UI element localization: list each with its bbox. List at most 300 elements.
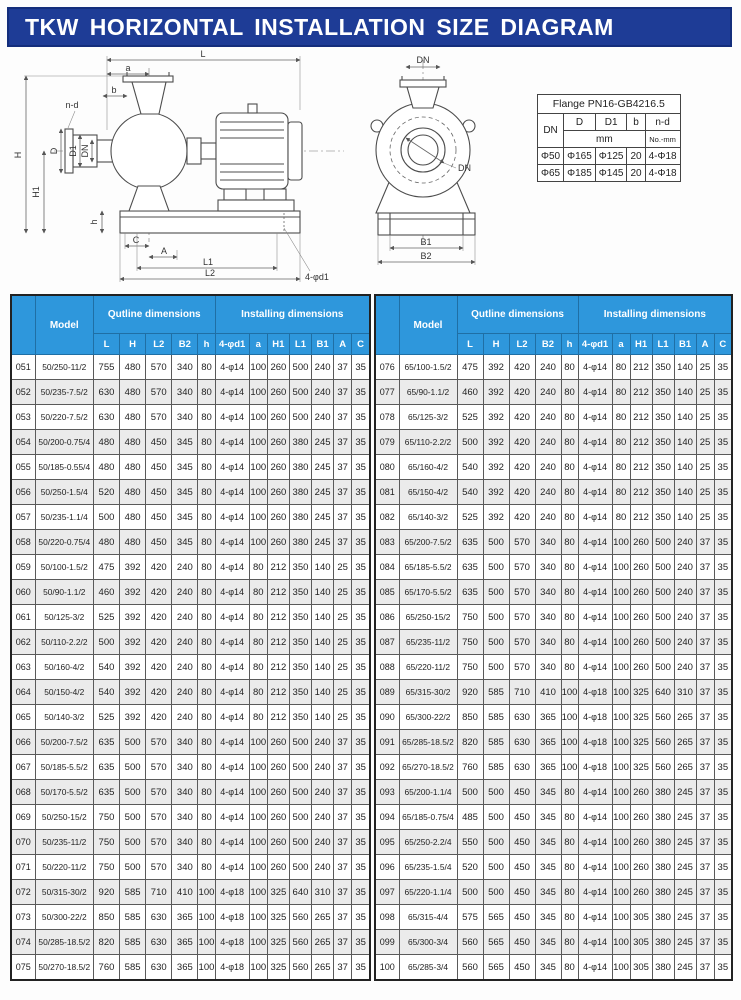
model-cell: 65/235-1.5/4 [399, 855, 457, 880]
col-header-L1: L1 [652, 334, 674, 355]
dimension-cell: 4-φ14 [215, 755, 249, 780]
dimension-cell: 240 [674, 530, 696, 555]
dimension-cell: 500 [483, 830, 509, 855]
col-header-h: h [198, 334, 215, 355]
dimension-cell: 480 [93, 530, 119, 555]
table-row [11, 730, 370, 755]
dimension-cell: 570 [146, 355, 172, 380]
table-row [375, 880, 732, 905]
dimension-cell: 500 [457, 430, 483, 455]
dimension-cell: 500 [652, 605, 674, 630]
dimension-cell: 100 [249, 355, 267, 380]
installing-group-header: Installing dimensions [578, 295, 732, 334]
dimension-cell: 500 [289, 780, 311, 805]
dimension-cell: 80 [249, 580, 267, 605]
dimension-cell: 140 [674, 480, 696, 505]
dimension-cell: 4-φ14 [578, 505, 612, 530]
dimension-cell: 35 [352, 730, 370, 755]
dimension-cell: 310 [674, 680, 696, 705]
dimension-cell: 585 [120, 955, 146, 981]
dimension-cell: 520 [457, 855, 483, 880]
dimension-cell: 80 [198, 730, 215, 755]
dimension-cell: 630 [509, 730, 535, 755]
model-cell: 50/315-30/2 [35, 880, 93, 905]
dim-label-DN: DN [80, 144, 90, 158]
dimension-cell: 365 [535, 730, 561, 755]
dimension-cell: 37 [696, 605, 714, 630]
dimension-cell: 635 [93, 730, 119, 755]
row-number-cell: 072 [11, 880, 35, 905]
dimension-cell: 750 [93, 830, 119, 855]
dimension-cell: 240 [535, 430, 561, 455]
dimension-cell: 920 [93, 880, 119, 905]
model-cell: 50/220-7.5/2 [35, 405, 93, 430]
dimension-cell: 80 [612, 380, 630, 405]
col-header-A: A [696, 334, 714, 355]
dimension-cell: 345 [172, 505, 198, 530]
dimension-cell: 820 [93, 930, 119, 955]
dimension-cell: 345 [535, 905, 561, 930]
model-cell: 50/235-7.5/2 [35, 380, 93, 405]
dimension-cell: 305 [630, 930, 652, 955]
dimension-cell: 80 [198, 830, 215, 855]
dimension-cell: 585 [483, 755, 509, 780]
dim-label-H1: H1 [31, 186, 41, 198]
dim-label-H: H [13, 151, 23, 159]
dimension-cell: 35 [352, 880, 370, 905]
dimension-cell: 392 [120, 580, 146, 605]
dimension-cell: 345 [535, 955, 561, 981]
dimension-cell: 260 [267, 780, 289, 805]
dimension-cell: 35 [352, 505, 370, 530]
row-number-cell: 092 [375, 755, 399, 780]
model-cell: 65/300-22/2 [399, 705, 457, 730]
model-cell: 65/270-18.5/2 [399, 755, 457, 780]
flange-header-row [538, 114, 681, 131]
dimension-cell: 140 [312, 655, 334, 680]
dimension-cell: 325 [267, 930, 289, 955]
dimension-cell: 480 [120, 455, 146, 480]
dim-label-n-d: n-d [65, 100, 79, 110]
dimension-cell: 37 [696, 805, 714, 830]
dimension-cell: 100 [249, 455, 267, 480]
dimension-cell: 4-φ14 [578, 355, 612, 380]
table-row [11, 955, 370, 981]
dimension-cell: 25 [696, 355, 714, 380]
dimension-cell: 80 [198, 855, 215, 880]
dimension-cell: 500 [120, 855, 146, 880]
model-cell: 50/185-0.55/4 [35, 455, 93, 480]
dimension-cell: 500 [120, 755, 146, 780]
row-number-cell: 069 [11, 805, 35, 830]
dimension-cell: 212 [267, 655, 289, 680]
dimension-cell: 570 [509, 555, 535, 580]
dimension-cell: 25 [334, 580, 352, 605]
dimension-cell: 410 [535, 680, 561, 705]
dimension-cell: 100 [198, 880, 215, 905]
dimension-cell: 240 [172, 680, 198, 705]
dimension-cell: 480 [120, 505, 146, 530]
row-number-cell: 079 [375, 430, 399, 455]
model-cell: 65/185-0.75/4 [399, 805, 457, 830]
installing-group-header: Installing dimensions [215, 295, 370, 334]
dimension-cell: 500 [93, 630, 119, 655]
dimension-cell: 340 [172, 780, 198, 805]
dimension-cell: 450 [146, 505, 172, 530]
dimension-cell: 245 [674, 805, 696, 830]
dimension-cell: 240 [674, 555, 696, 580]
pump-front-view-drawing [362, 52, 532, 292]
dimension-cell: 37 [334, 880, 352, 905]
dimension-cell: 35 [714, 855, 732, 880]
dimension-cell: 260 [267, 430, 289, 455]
row-number-cell: 066 [11, 730, 35, 755]
dimension-cell: 37 [696, 580, 714, 605]
dimension-cell: 80 [198, 780, 215, 805]
dimension-cell: 4-φ18 [215, 955, 249, 981]
row-number-cell: 078 [375, 405, 399, 430]
dimension-cell: 4-φ14 [578, 905, 612, 930]
dimension-cell: 750 [93, 855, 119, 880]
dimension-cell: 37 [334, 805, 352, 830]
row-number-cell: 074 [11, 930, 35, 955]
dimension-cell: 4-φ14 [578, 530, 612, 555]
dimension-cell: 260 [267, 855, 289, 880]
dim-label-D: D [49, 147, 59, 155]
dimension-cell: 350 [652, 430, 674, 455]
row-number-cell: 100 [375, 955, 399, 981]
dimension-cell: 80 [561, 605, 578, 630]
dimension-cell: 80 [198, 505, 215, 530]
dimension-cell: 570 [146, 855, 172, 880]
model-cell: 50/270-18.5/2 [35, 955, 93, 981]
dimension-cell: 245 [674, 855, 696, 880]
row-number-cell: 051 [11, 355, 35, 380]
dimension-cell: 25 [334, 630, 352, 655]
table-row [11, 705, 370, 730]
dimension-cell: 100 [612, 855, 630, 880]
dimension-cell: 37 [696, 905, 714, 930]
dimension-cell: 585 [120, 880, 146, 905]
model-cell: 65/235-11/2 [399, 630, 457, 655]
dimension-cell: 260 [630, 880, 652, 905]
dimension-cell: 260 [267, 505, 289, 530]
model-cell: 65/125-3/2 [399, 405, 457, 430]
dimension-cell: 245 [674, 880, 696, 905]
table-row [375, 955, 732, 981]
model-cell: 50/300-22/2 [35, 905, 93, 930]
table-row [11, 855, 370, 880]
dimension-cell: 80 [198, 380, 215, 405]
dimension-cell: 240 [674, 580, 696, 605]
dimension-cell: 245 [674, 905, 696, 930]
dimension-cell: 140 [674, 430, 696, 455]
dimension-cell: 245 [312, 430, 334, 455]
dimension-cell: 260 [267, 405, 289, 430]
dimension-cell: 80 [198, 755, 215, 780]
dimension-cell: 4-φ14 [578, 430, 612, 455]
model-cell: 65/315-30/2 [399, 680, 457, 705]
dimension-cell: 560 [289, 905, 311, 930]
dimension-cell: 450 [146, 480, 172, 505]
dimension-cell: 392 [483, 455, 509, 480]
model-cell: 65/150-4/2 [399, 480, 457, 505]
dimension-cell: 240 [535, 380, 561, 405]
dimension-cell: 4-φ14 [215, 430, 249, 455]
dimension-cell: 265 [674, 755, 696, 780]
dimension-cell: 4-φ14 [215, 380, 249, 405]
dim-label-L: L [200, 49, 206, 59]
dimension-cell: 80 [561, 955, 578, 981]
model-cell: 65/285-3/4 [399, 955, 457, 981]
dimension-cell: 392 [483, 405, 509, 430]
dimension-cell: 500 [120, 730, 146, 755]
dimension-cell: 4-φ14 [215, 405, 249, 430]
dimension-cell: 350 [652, 380, 674, 405]
col-header-H: H [120, 334, 146, 355]
model-cell: 65/285-18.5/2 [399, 730, 457, 755]
dimension-cell: 450 [509, 955, 535, 981]
dimension-cell: 345 [172, 480, 198, 505]
dimension-cell: 35 [352, 655, 370, 680]
dimension-cell: 4-φ18 [578, 705, 612, 730]
dimension-cell: 80 [249, 555, 267, 580]
dimension-cell: 392 [483, 380, 509, 405]
col-header-a: a [612, 334, 630, 355]
dimension-cell: 340 [172, 830, 198, 855]
dimension-cell: 500 [289, 755, 311, 780]
model-cell: 65/220-11/2 [399, 655, 457, 680]
dimension-cell: 392 [120, 705, 146, 730]
dimension-cell: 450 [509, 880, 535, 905]
model-cell: 50/235-11/2 [35, 830, 93, 855]
model-cell: 50/100-1.5/2 [35, 555, 93, 580]
dimension-cell: 380 [652, 830, 674, 855]
table-row [375, 705, 732, 730]
table-row [11, 630, 370, 655]
dimension-cell: 570 [509, 630, 535, 655]
dimension-cell: 37 [334, 930, 352, 955]
row-number-cell: 089 [375, 680, 399, 705]
group-header-row [375, 295, 732, 334]
flange-table-title: Flange PN16-GB4216.5 [538, 95, 681, 114]
dimension-cell: 570 [146, 380, 172, 405]
table-body-right [375, 355, 732, 981]
dimension-cell: 35 [714, 505, 732, 530]
corner-cell [11, 295, 35, 355]
table-row [375, 505, 732, 530]
row-number-cell: 065 [11, 705, 35, 730]
col-header-L1: L1 [289, 334, 311, 355]
dimension-cell: 100 [249, 930, 267, 955]
dimension-cell: 240 [535, 480, 561, 505]
dimension-cell: 4-φ14 [578, 880, 612, 905]
dimension-cell: 37 [334, 380, 352, 405]
dimension-cell: 80 [198, 555, 215, 580]
dimension-cell: 345 [172, 455, 198, 480]
model-header: Model [35, 295, 93, 355]
pump-side-view-drawing [12, 50, 352, 290]
dimension-cell: 80 [249, 705, 267, 730]
model-cell: 50/170-5.5/2 [35, 780, 93, 805]
flange-title-row [538, 95, 681, 114]
dimension-cell: 325 [630, 755, 652, 780]
dimension-cell: 325 [630, 730, 652, 755]
col-header-H1: H1 [630, 334, 652, 355]
dimension-cell: 4-φ14 [578, 830, 612, 855]
dimension-cell: 500 [483, 630, 509, 655]
dimension-cell: 80 [561, 580, 578, 605]
dimension-cell: 240 [172, 555, 198, 580]
row-number-cell: 057 [11, 505, 35, 530]
dimension-cell: 392 [120, 630, 146, 655]
dimension-cell: 25 [334, 555, 352, 580]
dimension-cell: 635 [457, 555, 483, 580]
dimension-cell: 570 [146, 405, 172, 430]
dimension-cell: 710 [146, 880, 172, 905]
dimension-cell: 240 [674, 605, 696, 630]
dimension-cell: 760 [457, 755, 483, 780]
dimension-cell: 35 [714, 755, 732, 780]
dim-label-L1: L1 [202, 257, 214, 267]
dimension-cell: 500 [652, 630, 674, 655]
dimension-cell: 35 [714, 655, 732, 680]
model-header: Model [399, 295, 457, 355]
dimension-cell: 25 [696, 480, 714, 505]
dimension-cell: 260 [630, 830, 652, 855]
dimension-cell: 37 [334, 505, 352, 530]
table-row [375, 930, 732, 955]
dimension-cell: 80 [561, 630, 578, 655]
dimension-cell: 380 [289, 455, 311, 480]
dimension-cell: 240 [312, 805, 334, 830]
row-number-cell: 099 [375, 930, 399, 955]
dim-label-C: C [132, 235, 140, 245]
dimension-cell: 4-φ14 [578, 455, 612, 480]
dimension-cell: 4-φ14 [215, 530, 249, 555]
dimension-cell: 350 [652, 480, 674, 505]
dimension-cell: 480 [120, 355, 146, 380]
dimension-cell: 37 [696, 555, 714, 580]
dimension-cell: 260 [267, 730, 289, 755]
model-cell: 50/200-7.5/2 [35, 730, 93, 755]
dimension-cell: 460 [457, 380, 483, 405]
dimension-cell: 4-φ18 [215, 880, 249, 905]
dimension-cell: 100 [198, 905, 215, 930]
row-number-cell: 055 [11, 455, 35, 480]
row-number-cell: 059 [11, 555, 35, 580]
dimension-cell: 35 [352, 380, 370, 405]
col-header-L2: L2 [146, 334, 172, 355]
dimension-cell: 240 [312, 755, 334, 780]
dimension-cell: 35 [714, 955, 732, 981]
dimension-cell: 410 [172, 880, 198, 905]
row-number-cell: 056 [11, 480, 35, 505]
dimension-cell: 392 [483, 355, 509, 380]
dimension-cell: 345 [535, 805, 561, 830]
dimension-cell: 80 [561, 480, 578, 505]
dimension-cell: 240 [172, 705, 198, 730]
dimension-cell: 575 [457, 905, 483, 930]
dimension-cell: 500 [289, 855, 311, 880]
dimension-cell: 420 [509, 430, 535, 455]
flange-data-row [538, 165, 681, 182]
dimension-cell: 37 [696, 880, 714, 905]
col-header-H: H [483, 334, 509, 355]
dimension-cell: 480 [93, 455, 119, 480]
dimension-cell: 550 [457, 830, 483, 855]
title-bar [7, 7, 732, 47]
dimension-cell: 340 [535, 530, 561, 555]
dimension-cell: 80 [561, 355, 578, 380]
dimension-cell: 37 [696, 730, 714, 755]
dimension-cell: 4-φ14 [215, 655, 249, 680]
dimension-cell: 340 [172, 855, 198, 880]
dimension-cell: 240 [535, 455, 561, 480]
dimension-cell: 565 [483, 905, 509, 930]
dimension-cell: 500 [483, 605, 509, 630]
dimension-cell: 100 [198, 955, 215, 981]
col-header-B1: B1 [674, 334, 696, 355]
dimension-cell: 475 [93, 555, 119, 580]
model-cell: 65/300-3/4 [399, 930, 457, 955]
dimension-cell: 100 [249, 480, 267, 505]
dimension-cell: 80 [561, 380, 578, 405]
dimension-cell: 35 [352, 905, 370, 930]
flange-cell: Φ50 [538, 148, 564, 165]
dimension-cell: 392 [120, 680, 146, 705]
table-row [375, 530, 732, 555]
dimension-cell: 500 [483, 805, 509, 830]
dimension-cell: 100 [249, 855, 267, 880]
dimension-cell: 310 [312, 880, 334, 905]
model-cell: 65/100-1.5/2 [399, 355, 457, 380]
dimension-cell: 420 [146, 605, 172, 630]
dimension-cell: 325 [630, 680, 652, 705]
dimension-cell: 35 [714, 455, 732, 480]
dimension-cell: 4-φ14 [215, 780, 249, 805]
dimension-cell: 635 [457, 580, 483, 605]
dimension-cell: 365 [172, 905, 198, 930]
dimension-cell: 420 [509, 480, 535, 505]
dimension-cell: 100 [249, 380, 267, 405]
dimension-cell: 485 [457, 805, 483, 830]
model-cell: 65/250-15/2 [399, 605, 457, 630]
table-header [11, 295, 370, 355]
dimension-cell: 560 [457, 955, 483, 981]
dimension-cell: 100 [612, 955, 630, 981]
dimension-cell: 500 [483, 780, 509, 805]
dimension-cell: 100 [612, 530, 630, 555]
dimension-cell: 380 [652, 905, 674, 930]
row-number-cell: 068 [11, 780, 35, 805]
dimension-cell: 4-φ14 [578, 605, 612, 630]
table-row [11, 580, 370, 605]
dimension-cell: 100 [198, 930, 215, 955]
dimension-cell: 245 [312, 530, 334, 555]
dimension-cell: 380 [652, 930, 674, 955]
table-row [375, 855, 732, 880]
dimension-cell: 35 [714, 930, 732, 955]
dimension-cell: 540 [93, 680, 119, 705]
dimension-cell: 35 [714, 880, 732, 905]
dimension-cell: 350 [652, 505, 674, 530]
dimension-cell: 35 [714, 830, 732, 855]
dimension-cell: 100 [249, 755, 267, 780]
dimension-cell: 540 [457, 480, 483, 505]
col-header-L: L [93, 334, 119, 355]
dimension-cell: 4-φ14 [215, 480, 249, 505]
